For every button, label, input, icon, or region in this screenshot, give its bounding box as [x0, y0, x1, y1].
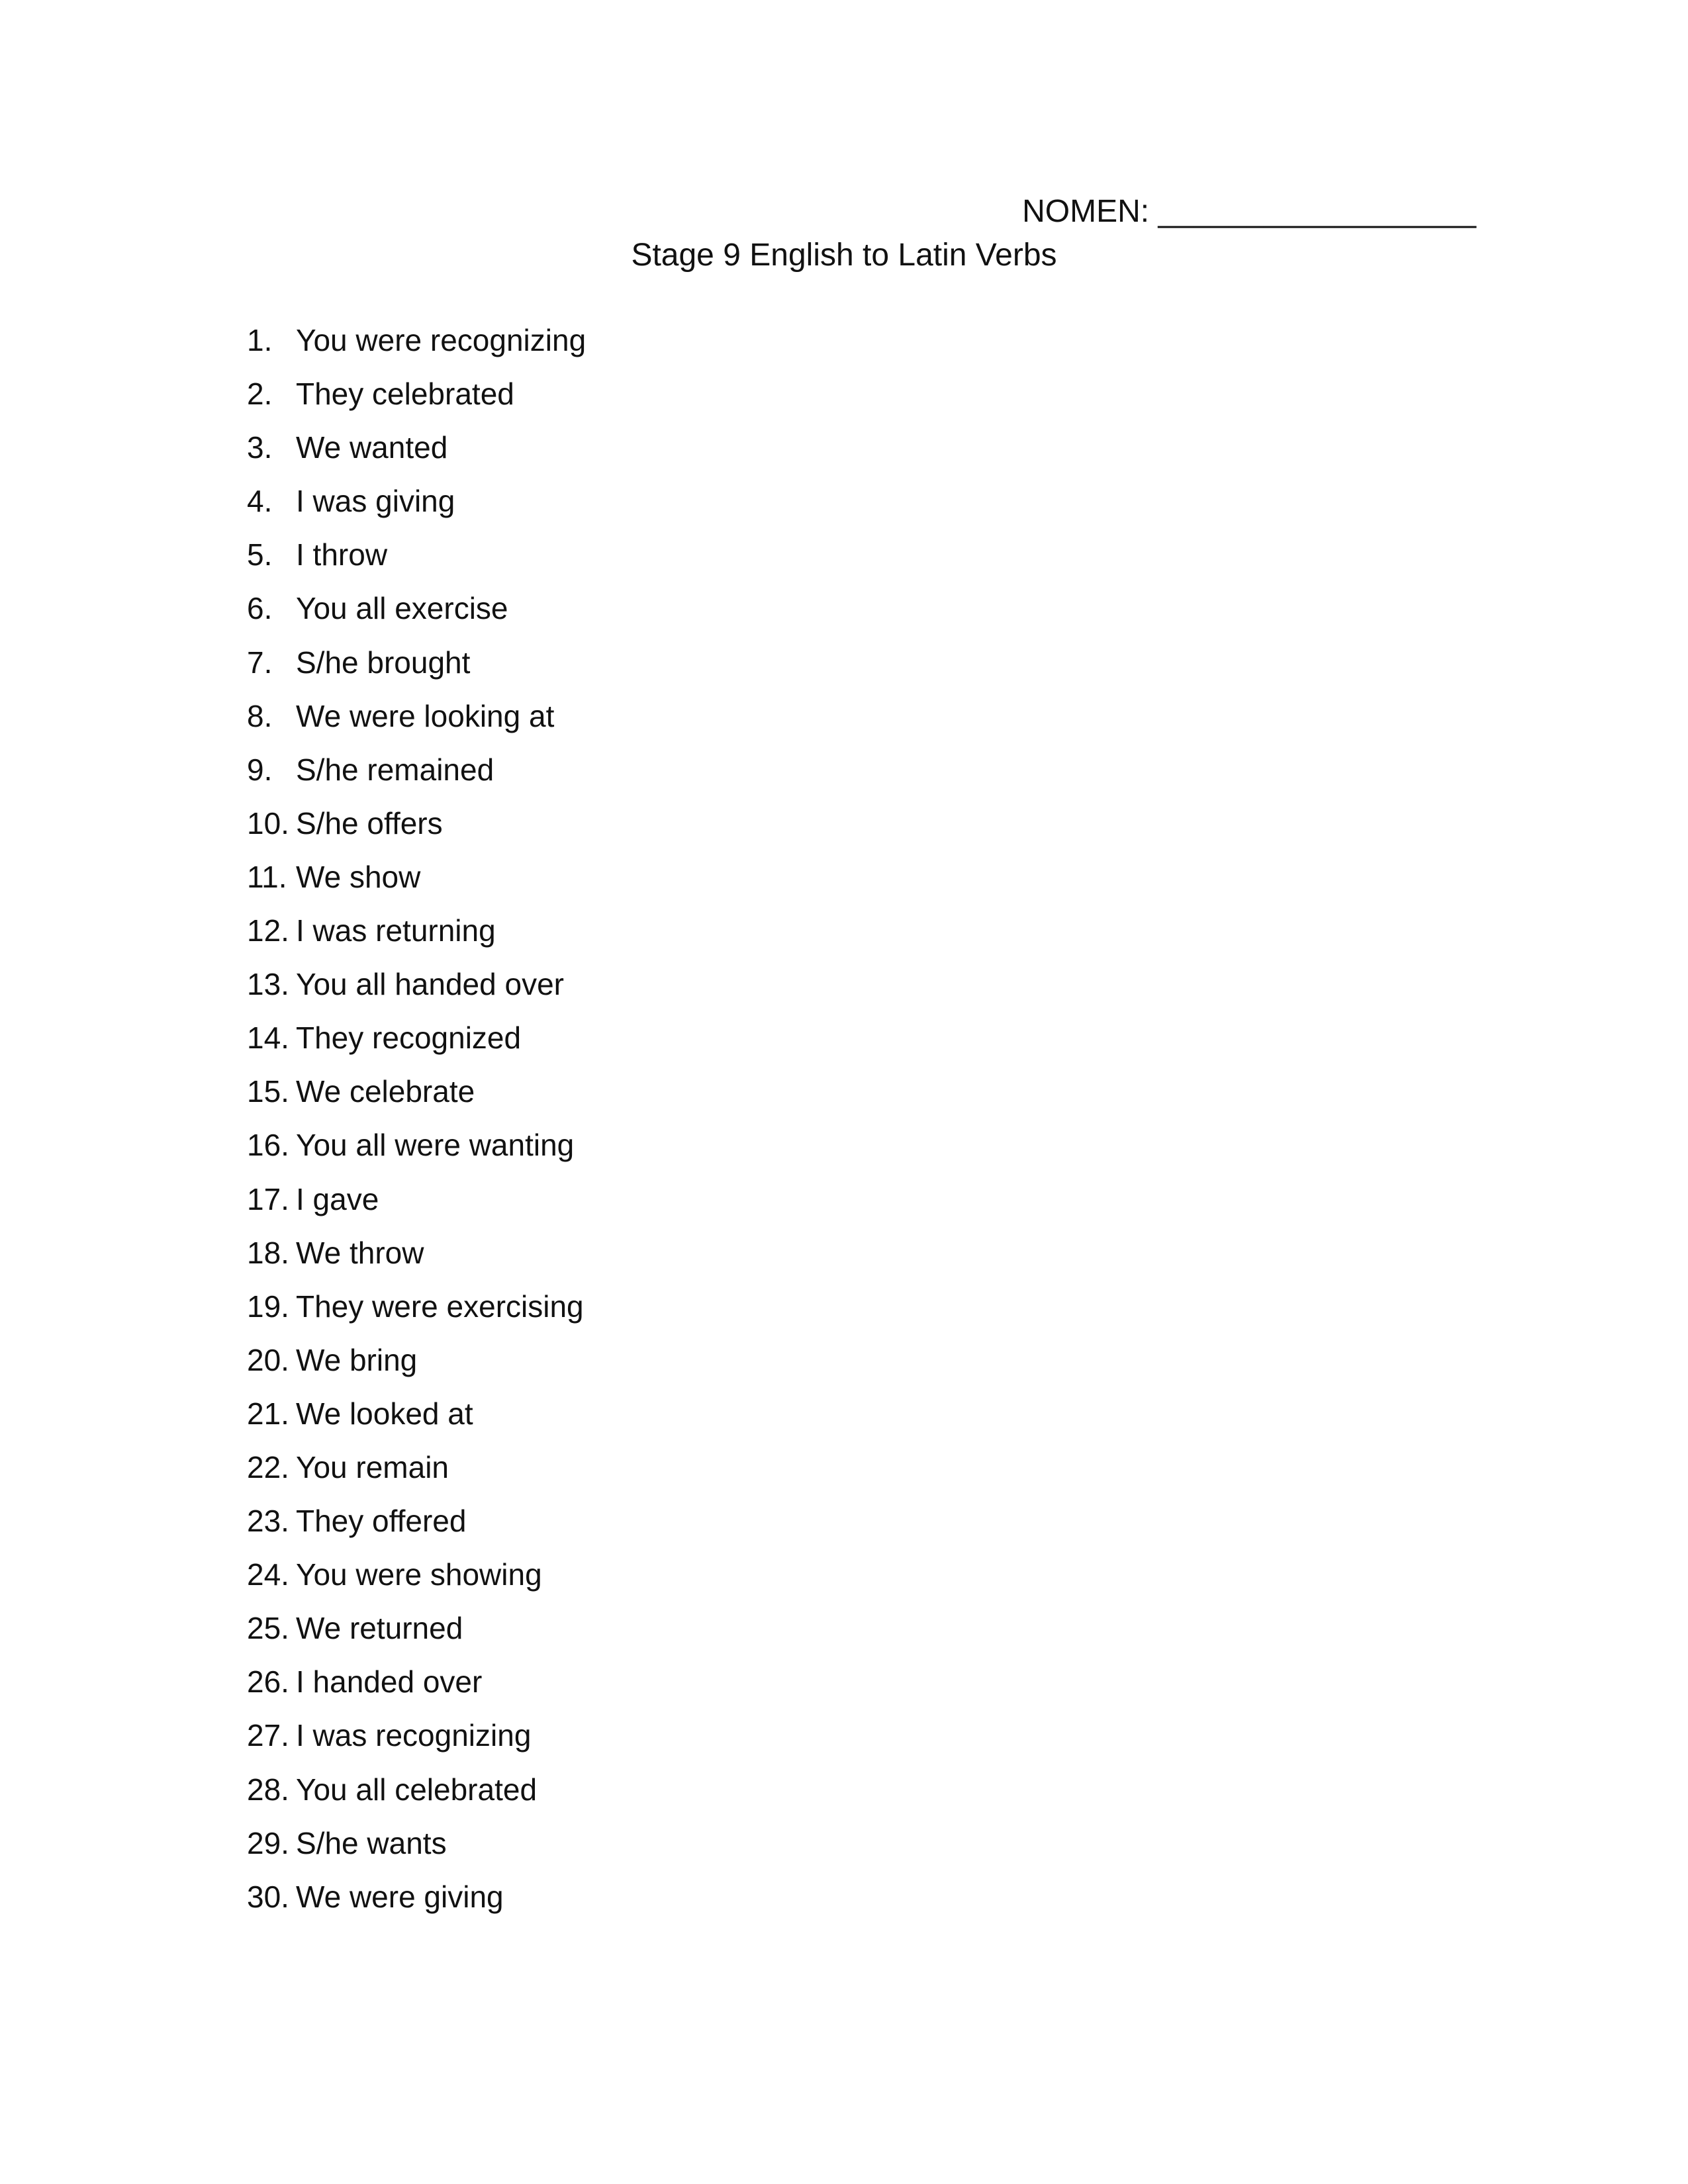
item-number: 6. — [247, 591, 273, 626]
list-item — [247, 1229, 586, 1283]
item-text: S/he offers — [296, 805, 443, 841]
list-item — [247, 1819, 586, 1873]
item-number: 27. — [247, 1718, 289, 1753]
list-item — [247, 1175, 586, 1229]
item-text: I was recognizing — [296, 1718, 532, 1753]
item-number: 15. — [247, 1074, 289, 1109]
list-item — [247, 1604, 586, 1658]
item-number: 21. — [247, 1396, 289, 1431]
item-text: I was giving — [296, 484, 455, 519]
item-text: We were looking at — [296, 698, 555, 733]
item-text: We throw — [296, 1235, 424, 1270]
list-item — [247, 853, 586, 907]
list-item — [247, 907, 586, 960]
page-title — [0, 236, 1688, 275]
item-text: We wanted — [296, 430, 448, 465]
item-number: 3. — [247, 430, 273, 465]
list-item — [247, 960, 586, 1014]
list-item — [247, 1766, 586, 1819]
item-text: We returned — [296, 1611, 463, 1646]
list-item — [247, 1390, 586, 1443]
list-item — [247, 1336, 586, 1390]
list-item — [247, 1121, 586, 1175]
list-item — [247, 746, 586, 799]
item-number: 29. — [247, 1825, 289, 1860]
name-field-line: NOMEN: __________________ — [1022, 194, 1476, 229]
item-text: We bring — [296, 1342, 418, 1377]
list-item — [247, 584, 586, 638]
item-text: S/he remained — [296, 752, 494, 787]
item-text: S/he wants — [296, 1825, 447, 1860]
item-text: You all celebrated — [296, 1772, 538, 1807]
item-number: 13. — [247, 967, 289, 1002]
list-item — [247, 1497, 586, 1551]
item-number: 22. — [247, 1449, 289, 1484]
item-text: They recognized — [296, 1021, 522, 1056]
item-number: 1. — [247, 323, 273, 357]
item-text: We looked at — [296, 1396, 473, 1431]
item-text: We show — [296, 859, 421, 894]
item-text: I handed over — [296, 1664, 483, 1700]
item-text: I was returning — [296, 913, 496, 948]
list-item — [247, 531, 586, 584]
list-item — [247, 1014, 586, 1068]
item-number: 9. — [247, 752, 273, 787]
item-number: 19. — [247, 1289, 289, 1324]
list-item — [247, 1658, 586, 1711]
list-item — [247, 316, 586, 370]
item-text: You were recognizing — [296, 323, 586, 357]
item-number: 8. — [247, 698, 273, 733]
item-number: 4. — [247, 484, 273, 519]
item-text: You all handed over — [296, 967, 564, 1002]
list-item — [247, 692, 586, 746]
item-text: You all were wanting — [296, 1128, 575, 1163]
item-number: 10. — [247, 805, 289, 841]
item-number: 17. — [247, 1181, 289, 1216]
item-number: 7. — [247, 645, 273, 680]
item-number: 25. — [247, 1611, 289, 1646]
item-text: I throw — [296, 537, 388, 572]
list-item — [247, 1068, 586, 1121]
list-item — [247, 799, 586, 853]
item-number: 26. — [247, 1664, 289, 1700]
item-text: They celebrated — [296, 377, 514, 412]
list-item — [247, 370, 586, 424]
item-text: You were showing — [296, 1557, 542, 1592]
item-number: 16. — [247, 1128, 289, 1163]
item-number: 12. — [247, 913, 289, 948]
item-number: 30. — [247, 1879, 289, 1914]
item-number: 18. — [247, 1235, 289, 1270]
item-number: 28. — [247, 1772, 289, 1807]
item-number: 23. — [247, 1504, 289, 1539]
item-text: They offered — [296, 1504, 467, 1539]
list-item — [247, 639, 586, 692]
item-text: We were giving — [296, 1879, 504, 1914]
title-text: Stage 9 English to Latin Verbs — [631, 238, 1057, 273]
item-number: 14. — [247, 1021, 289, 1056]
list-item — [247, 424, 586, 477]
item-text: They were exercising — [296, 1289, 584, 1324]
item-text: You remain — [296, 1449, 449, 1484]
list-item — [247, 1873, 586, 1927]
item-number: 5. — [247, 537, 273, 572]
item-text: I gave — [296, 1181, 379, 1216]
list-item — [247, 1711, 586, 1765]
item-number: 24. — [247, 1557, 289, 1592]
item-number: 20. — [247, 1342, 289, 1377]
item-text: S/he brought — [296, 645, 471, 680]
item-number: 2. — [247, 377, 273, 412]
list-item — [247, 1283, 586, 1336]
list-item — [247, 477, 586, 531]
item-number: 11. — [247, 859, 287, 894]
verb-list — [247, 316, 586, 1927]
list-item — [247, 1551, 586, 1604]
item-text: We celebrate — [296, 1074, 475, 1109]
item-text: You all exercise — [296, 591, 508, 626]
list-item — [247, 1443, 586, 1497]
